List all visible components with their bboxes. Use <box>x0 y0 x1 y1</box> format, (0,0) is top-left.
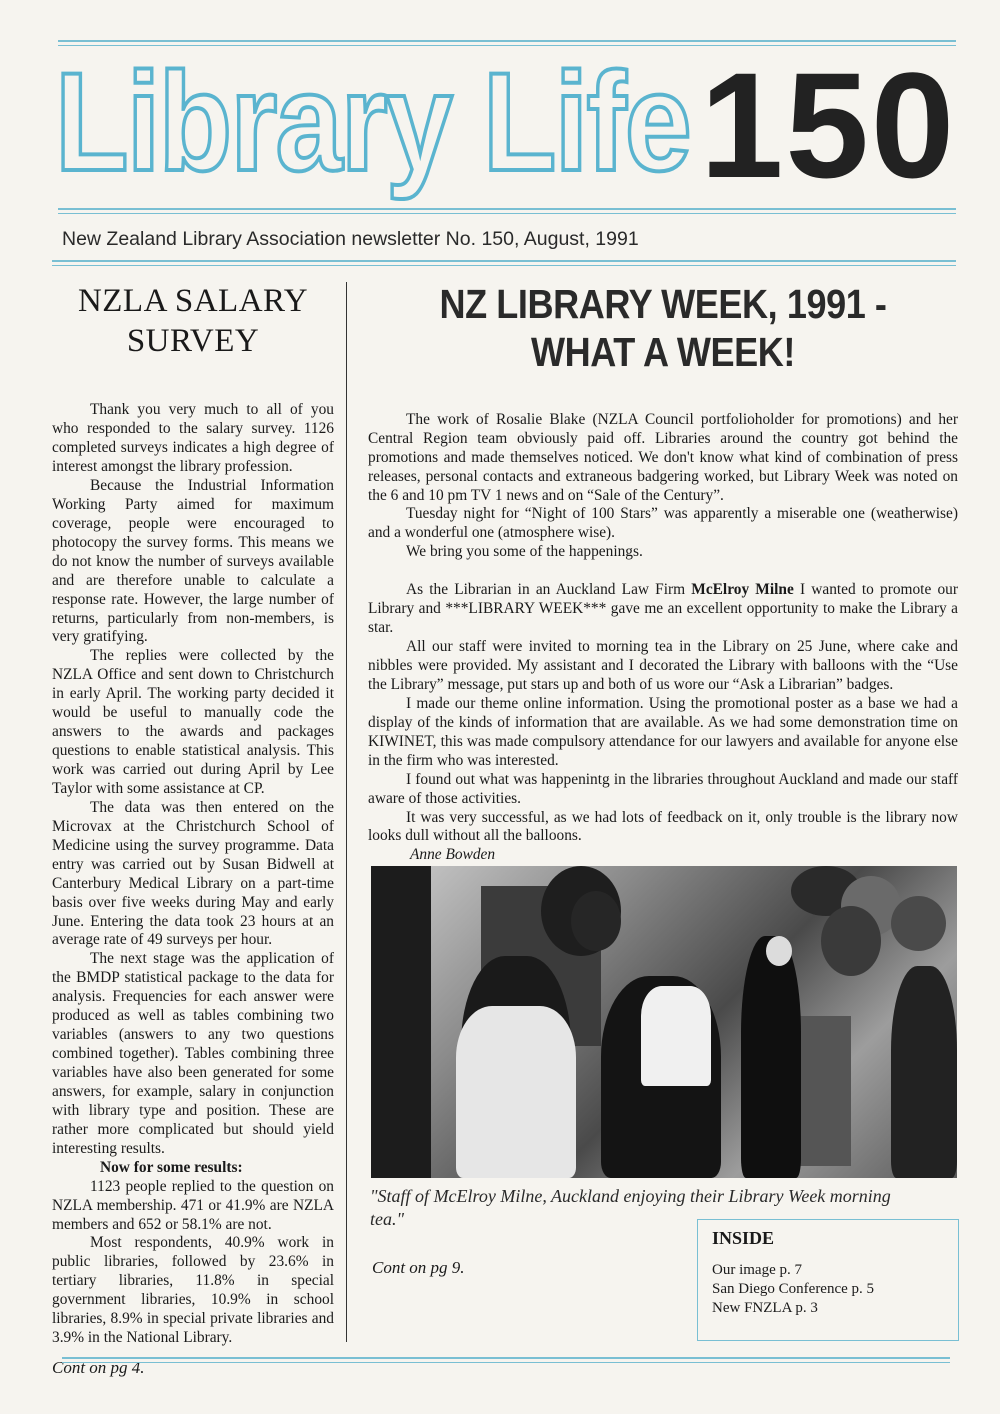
inside-item: New FNZLA p. 3 <box>712 1300 818 1317</box>
inside-title: INSIDE <box>712 1228 775 1248</box>
continued-page-9: Cont on pg 9. <box>372 1258 465 1277</box>
intro-paragraph: We bring you some of the happenings. <box>406 543 643 561</box>
results-paragraph: Most respondents, 40.9% work in public libraries, followed by 23.6% in tertiary libraries, 11.8% in special government libraries, 10.9% in school libraries, 8.9% in special private libraries and 3.9% in the National Library. <box>52 1234 334 1347</box>
story-lead-paragraph <box>368 581 958 638</box>
headline-line-1: NZ LIBRARY WEEK, 1991 - <box>439 281 887 327</box>
story-lead-start: As the Librarian in an Auckland Law Firm <box>406 581 692 599</box>
story-paragraph: I made our theme online information. Using the promotional poster as a base we had a display of the kinds of information that are available. As we had some demonstration time on KIWINET, this was made compulsory attendance for our lawyers and available for anyone else in the firm who was interested. <box>368 694 958 769</box>
story-paragraph: All our staff were invited to morning tea in the Library on 25 June, where cake and nibbles were provided. My assistant and I decorated the Library with balloons with the “Use the Library” message, put stars up and both of us wore our “Ask a Librarian” badges. <box>368 638 958 693</box>
headline-line-2: WHAT A WEEK! <box>531 329 795 376</box>
salary-survey-body <box>52 401 334 1348</box>
inside-item: Our image p. 7 <box>712 1262 802 1278</box>
salary-paragraph: The next stage was the application of the BMDP statistical package to the data for analysis. Frequencies for each answer were produced as well as tables combining two variables (answers to any two questions combined together). Tables combining three variables have also been generated for some answers, for example, salary in conjunction with library type and position. These are rather more complicated but should yield interesting results. <box>52 950 334 1157</box>
subtitle-rule <box>52 260 956 266</box>
newsletter-subtitle: New Zealand Library Association newsletter No. 150, August, 1991 <box>62 228 639 250</box>
author-signature: Anne Bowden <box>410 846 496 864</box>
salary-paragraph: The replies were collected by the NZLA Office and sent down to Christchurch in early April. The working party decided it would be useful to manually code the answers to the awards and packages questions to enable statistical analysis. This work was carried out during April by Lee Taylor with some assistance at CP. <box>52 647 334 797</box>
column-divider <box>346 282 347 1342</box>
story-paragraph: It was very successful, as we had lots of feedback on it, only trouble is the library now looks dull without all the balloons. <box>368 808 958 845</box>
inside-list <box>712 1261 944 1319</box>
bottom-rule <box>62 1357 950 1363</box>
photo-caption: "Staff of McElroy Milne, Auckland enjoying their Library Week morning tea." <box>370 1186 891 1229</box>
intro-paragraph: The work of Rosalie Blake (NZLA Council portfolioholder for promotions) and her Central Region team obviously paid off. Libraries around the country got behind the promotions and made themselves noticed. We don't know what kind of combination of press releases, personal contacts and extraneous badgering worked, but Library Week was noted on the 6 and 10 pm TV 1 news and on “Sale of the Century”. <box>368 410 958 504</box>
salary-survey-title: NZLA SALARY SURVEY <box>77 283 309 359</box>
issue-number: 150 <box>700 41 957 209</box>
morning-tea-photo <box>371 866 957 1178</box>
continued-page-4: Cont on pg 4. <box>52 1358 145 1378</box>
story-lead-end: I wanted to promote our Library and ***LIBRARY WEEK*** gave me an excellent opportunity to make the Library a star. <box>368 581 958 637</box>
salary-paragraph: Thank you very much to all of you who responded to the salary survey. 1126 completed surveys indicates a high degree of interest amongst the library profession. <box>52 401 334 475</box>
masthead-title: Library Life <box>55 43 691 200</box>
results-heading: Now for some results: <box>100 1158 243 1176</box>
library-week-body <box>368 411 958 866</box>
salary-paragraph: The data was then entered on the Microvax at the Christchurch School of Medicine using the survey programme. Data entry was carried out by Susan Bidwell at Canterbury Medical Library on a part-time basis over five weeks during May and early June. Entering the data took 23 hours at an average rate of 49 surveys per hour. <box>52 798 334 949</box>
salary-survey-article <box>52 282 334 1378</box>
firm-name: McElroy Milne <box>691 581 794 599</box>
results-paragraph: 1123 people replied to the question on NZLA membership. 471 or 41.9% are NZLA members and 652 or 58.1% are not. <box>52 1177 334 1233</box>
library-week-headline <box>403 280 922 377</box>
inside-item: San Diego Conference p. 5 <box>712 1281 875 1298</box>
intro-paragraph: Tuesday night for “Night of 100 Stars” was apparently a miserable one (weatherwise) and a wonderful one (atmosphere wise). <box>368 505 958 542</box>
masthead-rule <box>58 208 956 214</box>
salary-paragraph: Because the Industrial Information Working Party aimed for maximum coverage, people were encouraged to photocopy the survey forms. This means we do not know the number of surveys available and are therefore unable to calculate a response rate. However, the large number of returns, particularly from non-members, is very gratifying. <box>52 476 334 646</box>
story-paragraph: I found out what was happenintg in the libraries throughout Auckland and made our staff aware of those activities. <box>368 770 958 807</box>
library-week-article <box>368 280 958 865</box>
inside-box <box>697 1219 959 1341</box>
